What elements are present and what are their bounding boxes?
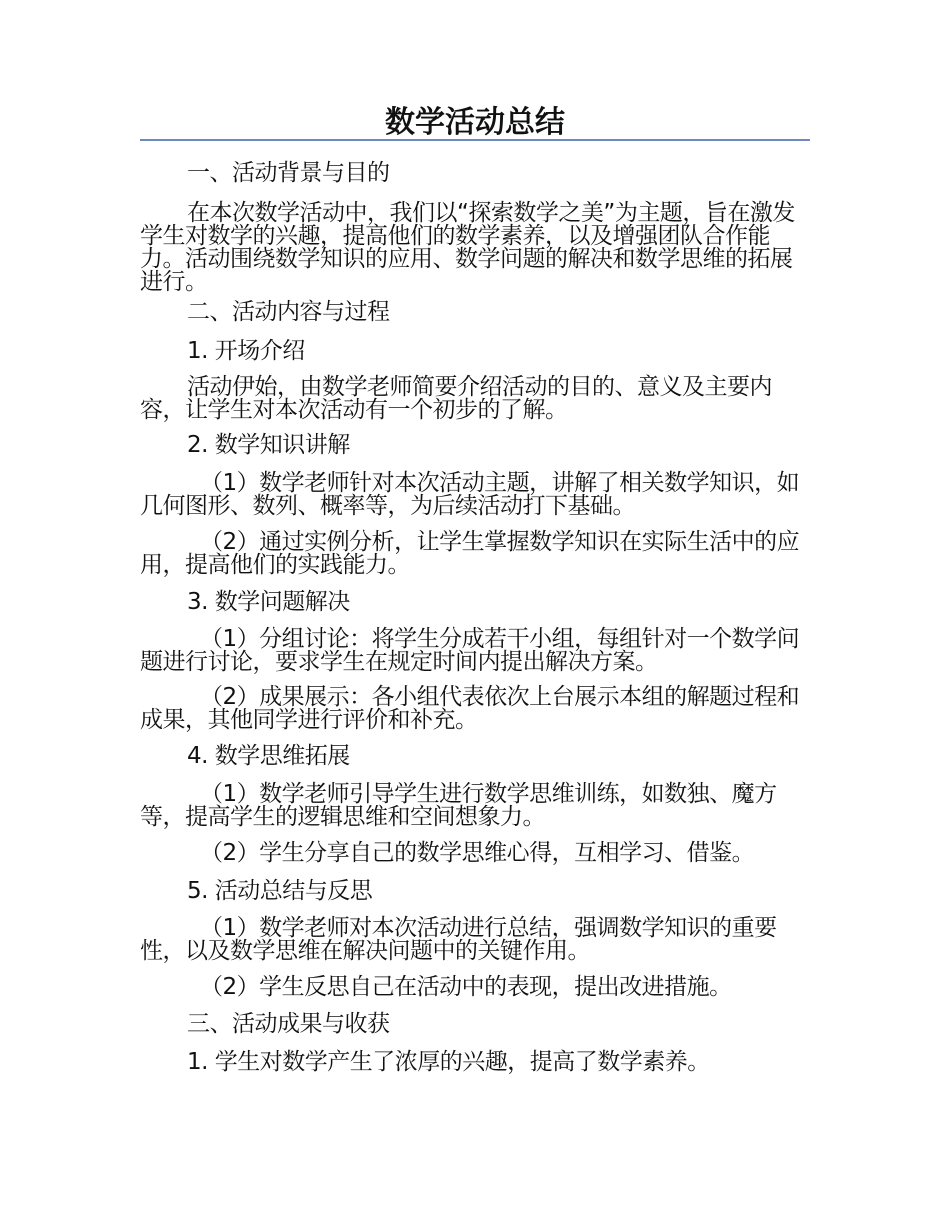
paragraph-summary-2: （2）学生反思自己在活动中的表现，提出改进措施。	[200, 974, 732, 1000]
item-heading-thinking: 4. 数学思维拓展	[187, 743, 350, 769]
paragraph-thinking-2: （2）学生分享自己的数学思维心得，互相学习、借鉴。	[200, 840, 755, 866]
paragraph-problem-solving-2: （2）成果展示：各小组代表依次上台展示本组的解题过程和成果，其他同学进行评价和补充。	[140, 684, 800, 733]
paragraph-opening: 活动伊始，由数学老师简要介绍活动的目的、意义及主要内容，让学生对本次活动有一个初步的了解。	[140, 374, 772, 423]
section-heading-results: 三、活动成果与收获	[187, 1011, 390, 1037]
item-heading-opening: 1. 开场介绍	[187, 338, 305, 364]
title-underline	[140, 139, 810, 141]
item-heading-problem-solving: 3. 数学问题解决	[187, 589, 350, 615]
paragraph-background: 在本次数学活动中，我们以“探索数学之美”为主题，旨在激发学生对数学的兴趣，提高他们的数学素养，以及增强团队合作能力。活动围绕数学知识的应用、数学问题的解决和数学思维的拓展进行。	[140, 200, 795, 295]
item-results-1: 1. 学生对数学产生了浓厚的兴趣，提高了数学素养。	[187, 1049, 710, 1075]
item-heading-summary: 5. 活动总结与反思	[187, 878, 373, 904]
paragraph-knowledge-1: （1）数学老师针对本次活动主题，讲解了相关数学知识，如几何图形、数列、概率等，为后续活动打下基础。	[140, 470, 800, 519]
document-title: 数学活动总结	[385, 105, 565, 140]
section-heading-content: 二、活动内容与过程	[187, 299, 390, 325]
section-heading-background: 一、活动背景与目的	[187, 160, 390, 186]
paragraph-summary-1: （1）数学老师对本次活动进行总结，强调数学知识的重要性，以及数学思维在解决问题中的关键作用。	[140, 915, 777, 964]
paragraph-knowledge-2: （2）通过实例分析，让学生掌握数学知识在实际生活中的应用，提高他们的实践能力。	[140, 529, 800, 578]
item-heading-knowledge: 2. 数学知识讲解	[187, 432, 350, 458]
paragraph-problem-solving-1: （1）分组讨论：将学生分成若干小组，每组针对一个数学问题进行讨论，要求学生在规定时间内提出解决方案。	[140, 626, 800, 675]
paragraph-thinking-1: （1）数学老师引导学生进行数学思维训练，如数独、魔方等，提高学生的逻辑思维和空间想象力。	[140, 781, 777, 830]
